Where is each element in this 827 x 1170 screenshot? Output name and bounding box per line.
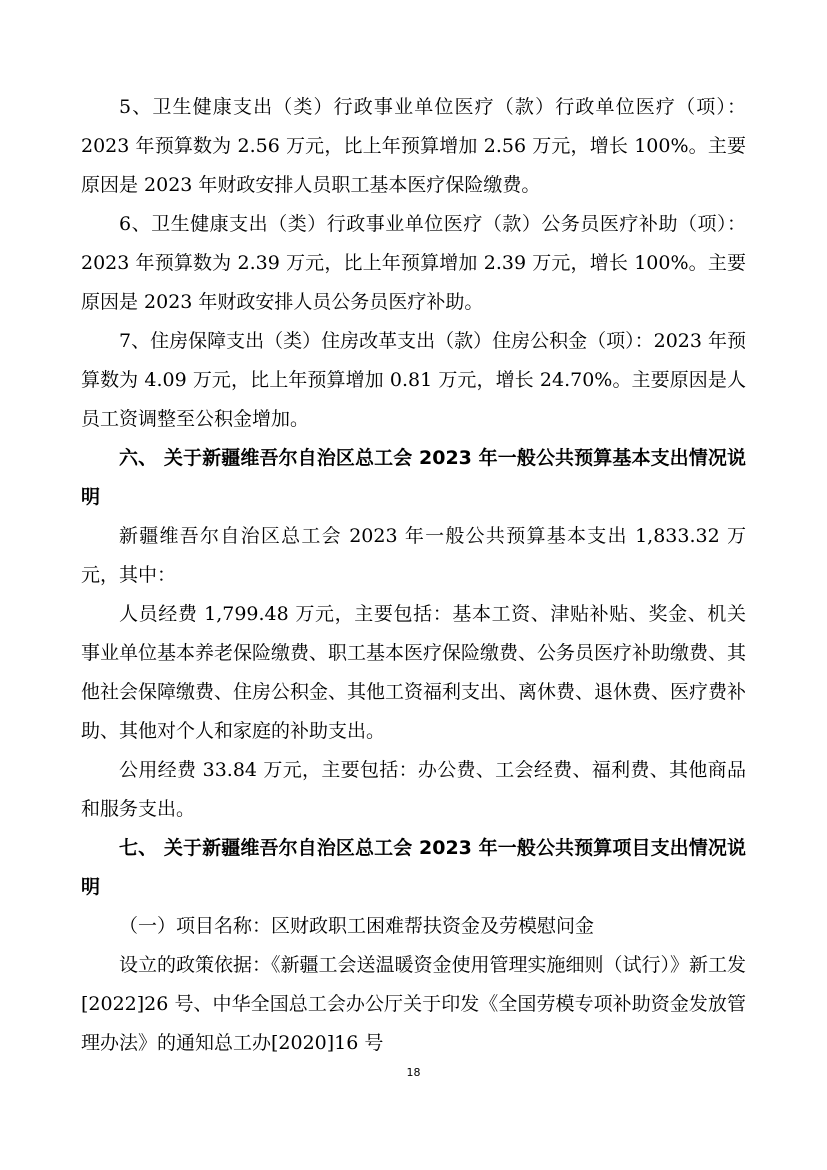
paragraph-project-name: （一）项目名称：区财政职工困难帮扶资金及劳模慰问金: [119, 915, 595, 937]
paragraph-housing-fund: 7、住房保障支出（类）住房改革支出（款）住房公积金（项）：2023 年预算数为 4.09 万元，比上年预算增加 0.81 万元，增长 24.70%。主要原因是人员工资调整至公积金增加。: [81, 330, 746, 430]
page-number: 18: [406, 1066, 421, 1079]
section-heading-basic-expenditure: 六、 关于新疆维吾尔自治区总工会 2023 年一般公共预算基本支出情况说明: [81, 447, 746, 508]
paragraph-basic-expenditure-total: 新疆维吾尔自治区总工会 2023 年一般公共预算基本支出 1,833.32 万元，其中：: [81, 525, 746, 586]
section-heading-project-expenditure: 七、 关于新疆维吾尔自治区总工会 2023 年一般公共预算项目支出情况说明: [81, 837, 746, 898]
paragraph-public-expenses: 公用经费 33.84 万元，主要包括：办公费、工会经费、福利费、其他商品和服务支出。: [81, 759, 746, 820]
paragraph-policy-basis: 设立的政策依据：《新疆工会送温暖资金使用管理实施细则（试行）》新工发[2022]26 号、中华全国总工会办公厅关于印发《全国劳模专项补助资金发放管理办法》的通知总工办[2020]16 号: [81, 954, 747, 1054]
paragraph-health-admin-medical: 5、卫生健康支出（类）行政事业单位医疗（款）行政单位医疗（项）：2023 年预算数为 2.56 万元，比上年预算增加 2.56 万元，增长 100%。主要原因是 2023 年财政安排人员职工基本医疗保险缴费。: [81, 96, 746, 196]
paragraph-health-civil-servant-medical: 6、卫生健康支出（类）行政事业单位医疗（款）公务员医疗补助（项）：2023 年预算数为 2.39 万元，比上年预算增加 2.39 万元，增长 100%。主要原因是 2023 年财政安排人员公务员医疗补助。: [81, 213, 746, 313]
paragraph-personnel-expenses: 人员经费 1,799.48 万元，主要包括：基本工资、津贴补贴、奖金、机关事业单位基本养老保险缴费、职工基本医疗保险缴费、公务员医疗补助缴费、其他社会保障缴费、住房公积金、其他工资福利支出、离休费、退休费、医疗费补助、其他对个人和家庭的补助支出。: [81, 603, 747, 742]
body-text: [81, 88, 746, 1063]
